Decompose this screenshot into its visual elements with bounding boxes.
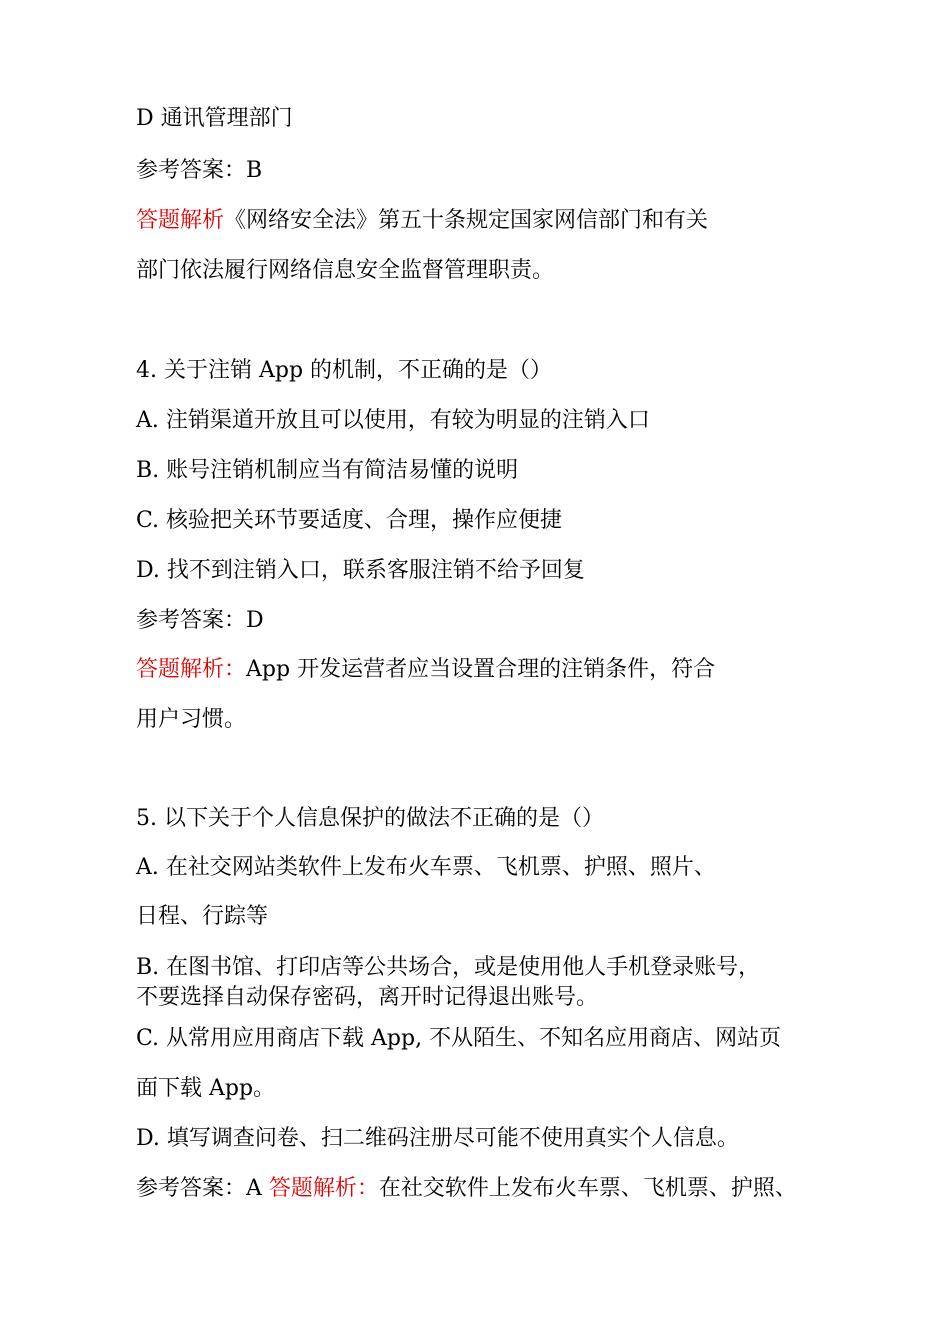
q3-analysis-text: 《网络安全法》第五十条规定国家网信部门和有关 bbox=[224, 208, 709, 233]
q4-question: 4. 关于注销 App 的机制，不正确的是（） bbox=[136, 358, 553, 383]
q4-analysis-line2: 用户习惯。 bbox=[136, 707, 247, 732]
q4-option-b: B. 账号注销机制应当有简洁易懂的说明 bbox=[136, 458, 519, 483]
q5-answer: 参考答案：A bbox=[136, 1176, 269, 1201]
q5-option-c-line1: C. 从常用应用商店下载 App, 不从陌生、不知名应用商店、网站页 bbox=[136, 1026, 782, 1051]
q5-option-a-line1: A. 在社交网站类软件上发布火车票、飞机票、护照、照片、 bbox=[136, 855, 716, 880]
q4-analysis-label: 答题解析： bbox=[136, 657, 247, 682]
q5-answer-analysis bbox=[136, 1175, 797, 1203]
q3-analysis-label: 答题解析 bbox=[136, 208, 225, 233]
q3-analysis-line2: 部门依法履行网络信息安全监督管理职责。 bbox=[136, 258, 555, 283]
q5-option-a-line2: 日程、行踪等 bbox=[136, 904, 269, 929]
q4-option-c: C. 核验把关环节要适度、合理，操作应便捷 bbox=[136, 508, 563, 533]
q3-option-d: D 通讯管理部门 bbox=[136, 106, 293, 131]
q5-analysis-label: 答题解析： bbox=[268, 1176, 379, 1201]
q5-analysis-text: 在社交软件上发布火车票、飞机票、护照、 bbox=[378, 1176, 797, 1201]
q5-option-b-line1: B. 在图书馆、打印店等公共场合，或是使用他人手机登录账号， bbox=[136, 955, 761, 980]
q4-answer: 参考答案：D bbox=[136, 608, 264, 633]
q4-analysis-line1 bbox=[136, 656, 715, 684]
q3-analysis-line1 bbox=[136, 207, 708, 235]
q5-option-b-line2: 不要选择自动保存密码，离开时记得退出账号。 bbox=[136, 985, 599, 1010]
q4-option-a: A. 注销渠道开放且可以使用，有较为明显的注销入口 bbox=[136, 408, 650, 433]
q4-analysis-text: App 开发运营者应当设置合理的注销条件，符合 bbox=[246, 657, 716, 682]
q4-option-d: D. 找不到注销入口，联系客服注销不给予回复 bbox=[136, 558, 585, 583]
q5-question: 5. 以下关于个人信息保护的做法不正确的是（） bbox=[136, 806, 604, 831]
q3-answer: 参考答案：B bbox=[136, 158, 263, 183]
q5-option-d: D. 填写调查问卷、扫二维码注册尽可能不使用真实个人信息。 bbox=[136, 1126, 739, 1151]
q5-option-c-line2: 面下载 App。 bbox=[136, 1076, 276, 1101]
